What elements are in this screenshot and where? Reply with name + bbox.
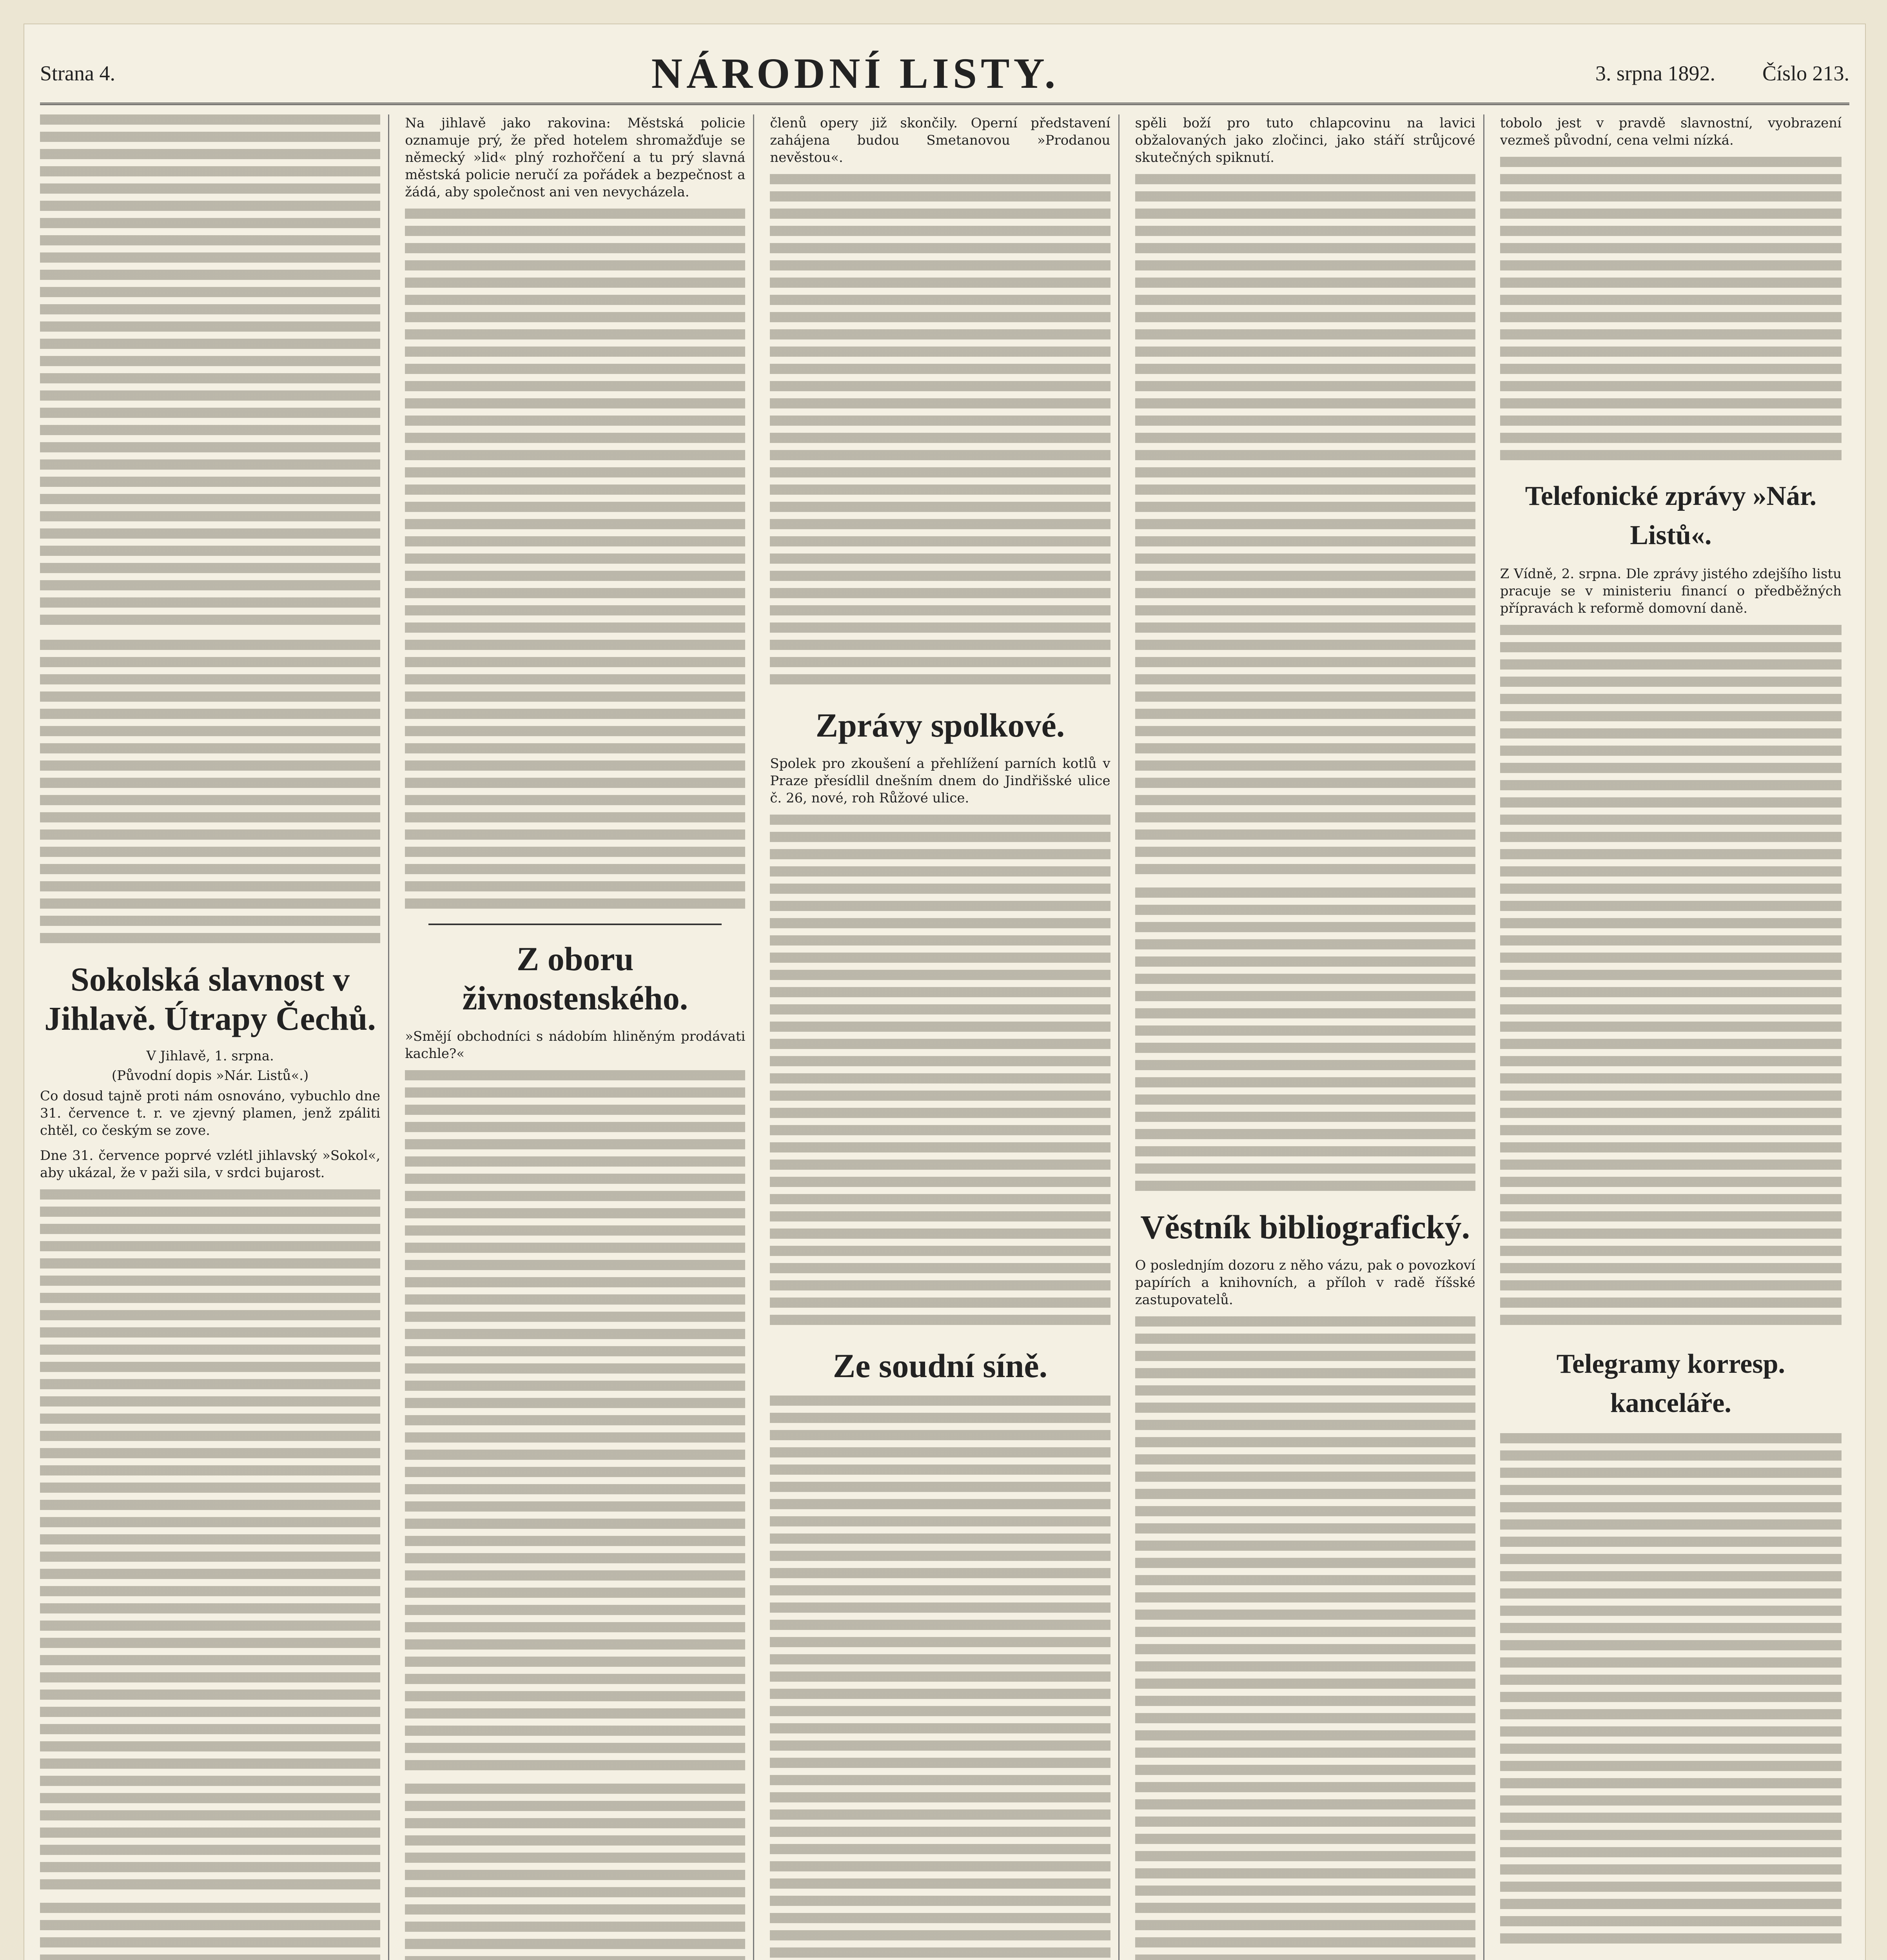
section-heading: Telegramy korresp. kanceláře. bbox=[1556, 1349, 1785, 1418]
text-columns bbox=[40, 114, 1849, 1960]
page-header bbox=[40, 44, 1849, 105]
section-heading: Zprávy spolkové. bbox=[815, 706, 1065, 744]
divider bbox=[428, 924, 722, 925]
text-block bbox=[1500, 1433, 1842, 1951]
text-block bbox=[405, 1070, 745, 1776]
section-heading: Ze soudní síně. bbox=[833, 1347, 1048, 1385]
article-heading: Sokolská slavnost v Jihlavě. Útrapy Čechů. bbox=[44, 960, 376, 1037]
section-heading: Z oboru živnostenského. bbox=[462, 940, 688, 1017]
masthead-title: NÁRODNÍ LISTY. bbox=[651, 49, 1060, 97]
article-paragraph: Spolek pro zkoušení a přehlížení parních kotlů v Praze přesídlil dnešním dnem do Jindřišské ulice č. 26, nové, roh Růžové ulice. bbox=[770, 756, 1110, 806]
text-block bbox=[1500, 157, 1842, 463]
article-paragraph: Dne 31. července poprvé vzlétl jihlavský »Sokol«, aby ukázal, že v paži sila, v srdci bujarost. bbox=[40, 1148, 381, 1181]
article-paragraph: »Smějí obchodníci s nádobím hliněným prodávati kachle?« bbox=[405, 1029, 746, 1062]
text-block bbox=[40, 114, 380, 632]
issue-number: Číslo 213. bbox=[1762, 62, 1849, 85]
text-block bbox=[770, 1396, 1110, 1960]
text-block bbox=[1135, 887, 1475, 1193]
section-heading: Věstník bibliografický. bbox=[1140, 1208, 1470, 1246]
text-block bbox=[770, 174, 1110, 691]
text-block bbox=[40, 1903, 380, 1960]
text-block bbox=[40, 1189, 380, 1895]
text-block bbox=[405, 209, 745, 914]
article-paragraph: Na jihlavě jako rakovina: Městská policie oznamuje prý, že před hotelem shromažďuje se německý »lid« plný rozhořčení a tu prý slavná městská policie neručí za pořádek a bezpečnost a žádá, aby společnost ani ven nevycházela. bbox=[405, 115, 746, 200]
dateline: V Jihlavě, 1. srpna. bbox=[146, 1048, 274, 1064]
article-paragraph: O poslednjím dozoru z něho vázu, pak o povozkoví papírích a knihovních, a příloh v radě říšské zastupovatelů. bbox=[1135, 1258, 1475, 1308]
text-block bbox=[1135, 174, 1475, 880]
text-block bbox=[405, 1784, 745, 1960]
issue-date: 3. srpna 1892. bbox=[1595, 62, 1715, 85]
newspaper-page bbox=[24, 24, 1866, 1960]
text-block bbox=[1135, 1316, 1475, 1960]
source-line: (Původní dopis »Nár. Listů«.) bbox=[111, 1068, 309, 1083]
article-paragraph: spěli boží pro tuto chlapcovinu na lavici obžalovaných jako zločinci, jako stáří strůjcové skutečných spiknutí. bbox=[1135, 115, 1475, 165]
column-1 bbox=[40, 114, 389, 1960]
issue-info bbox=[1595, 61, 1849, 85]
article-paragraph: Z Vídně, 2. srpna. Dle zprávy jistého zdejšího listu pracuje se v ministeriu financí o předběžných přípravách k reformě domovní daně. bbox=[1500, 566, 1842, 616]
column-5 bbox=[1500, 114, 1849, 1960]
page-number: Strana 4. bbox=[40, 62, 115, 85]
article-paragraph: členů opery již skončily. Operní představení zahájena budou Smetanovou »Prodanou nevěstou«. bbox=[770, 115, 1110, 165]
text-block bbox=[1500, 625, 1842, 1330]
article-paragraph: Co dosud tajně proti nám osnováno, vybuchlo dne 31. července t. r. ve zjevný plamen, jenž zpáliti chtěl, co českým se zove. bbox=[40, 1088, 381, 1138]
column-3 bbox=[770, 114, 1119, 1960]
text-block bbox=[40, 640, 380, 946]
text-block bbox=[770, 815, 1110, 1332]
article-paragraph: tobolo jest v pravdě slavnostní, vyobrazení vezmeš původní, cena velmi nízká. bbox=[1500, 115, 1842, 148]
column-2 bbox=[405, 114, 754, 1960]
column-4 bbox=[1135, 114, 1484, 1960]
section-heading: Telefonické zprávy »Nár. Listů«. bbox=[1525, 481, 1817, 550]
